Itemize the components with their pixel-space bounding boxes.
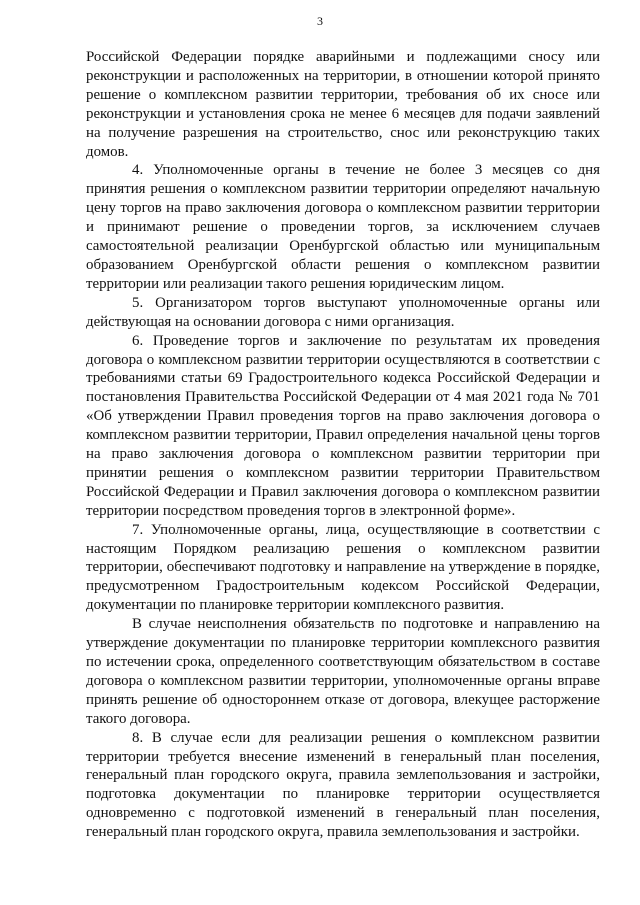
paragraph-item-4: 4. Уполномоченные органы в течение не более 3 месяцев со дня принятия решения о комплексном развитии территории определяют начальную цену торгов на право заключения договора о комплексном развитии территории и принимают решение о проведении торгов, за исключением случаев самостоятельной реализации Оренбургской областью или муниципальным образованием Оренбургской области решения о комплексном развитии территории или реализации такого решения юридическим лицом. — [86, 162, 600, 292]
document-body — [86, 48, 600, 842]
paragraph-item-7: 7. Уполномоченные органы, лица, осуществляющие в соответствии с настоящим Порядком реализацию решения о комплексном развитии территории, обеспечивают подготовку и направление на утверждение в порядке, предусмотренном Градостроительным кодексом Российской Федерации, документации по планировке территории комплексного развития. — [86, 521, 600, 614]
paragraph-continuation: Российской Федерации порядке аварийными и подлежащими сносу или реконструкции и расположенных на территории, в отношении которой принято решение о комплексном развитии территории, требования об их сносе или реконструкции и установления срока не менее 6 месяцев для подачи заявлений на получение разрешения на строительство, снос или реконструкцию таких домов. — [86, 49, 600, 160]
paragraph-item-8: 8. В случае если для реализации решения о комплексном развитии территории требуется внесение изменений в генеральный план поселения, генеральный план городского округа, правила землепользования и застройки, подготовка документации по планировке территории осуществляется одновременно с подготовкой изменений в генеральный план поселения, генеральный план городского округа, правила землепользования и застройки. — [86, 729, 600, 841]
paragraph-item-7-note: В случае неисполнения обязательств по подготовке и направлению на утверждение документации по планировке территории комплексного развития по истечении срока, определенного соответствующим обязательством в составе договора о комплексном развитии территории, уполномоченные органы вправе принять решение об одностороннем отказе от договора, влекущее расторжение такого договора. — [86, 616, 600, 727]
page-number: 3 — [317, 14, 323, 28]
paragraph-item-5: 5. Организатором торгов выступают уполномоченные органы или действующая на основании договора с ними организация. — [86, 294, 600, 330]
paragraph-item-6: 6. Проведение торгов и заключение по результатам их проведения договора о комплексном развитии территории осуществляются в соответствии с требованиями статьи 69 Градостроительного кодекса Российской Федерации и постановления Правительства Российской Федерации от 4 мая 2021 года № 701 «Об утверждении Правил проведения торгов на право заключения договора о комплексном развитии территории, Правил определения начальной цены торгов на право заключения договора о комплексном развитии территории при принятии решения о комплексном развитии территории Правительством Российской Федерации и Правил заключения договора о комплексном развитии территории посредством проведения торгов в электронной форме». — [86, 332, 600, 519]
